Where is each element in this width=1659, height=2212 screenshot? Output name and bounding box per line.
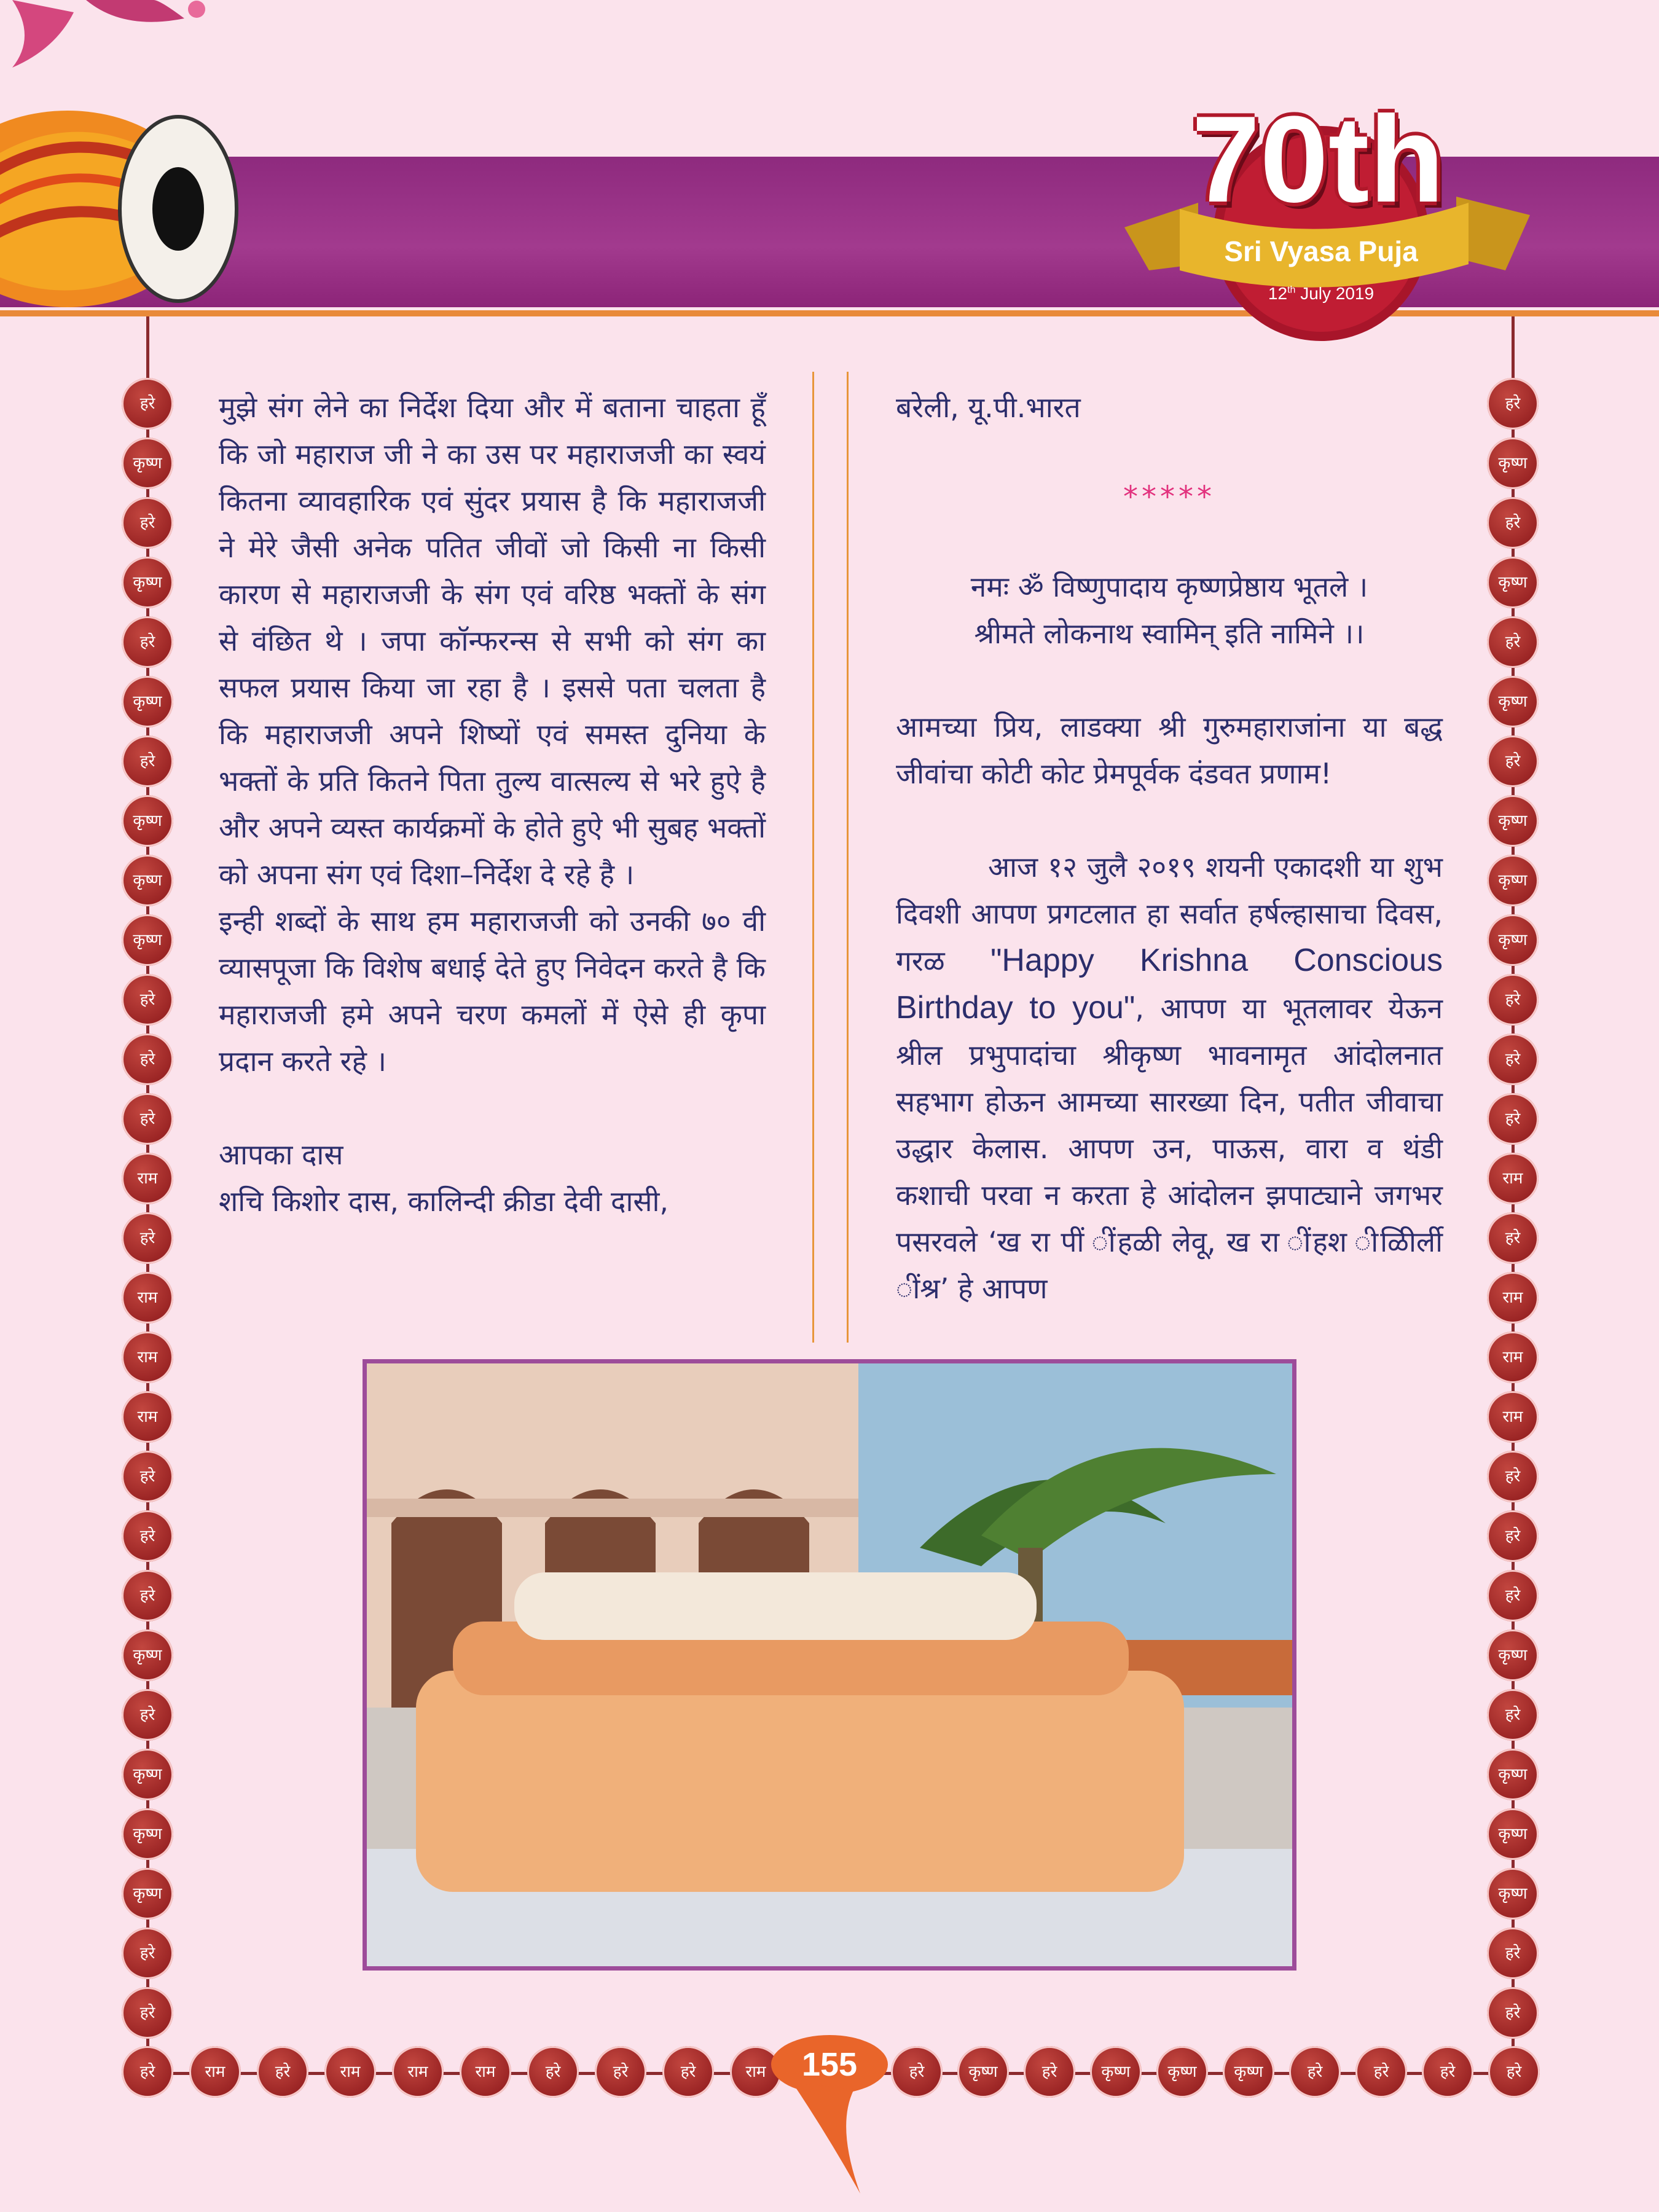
- bead-left: हरे: [122, 1987, 173, 2039]
- bead-right: कृष्ण: [1487, 437, 1539, 489]
- bead-left: हरे: [122, 735, 173, 787]
- bead-bottom: हरे: [1289, 2046, 1341, 2098]
- bead-bottom: कृष्ण: [957, 2046, 1009, 2098]
- bead-left: कृष्ण: [122, 1749, 173, 1800]
- bead-right: हरे: [1487, 1510, 1539, 1562]
- bead-right: हरे: [1487, 1093, 1539, 1145]
- closing-text: आपका दास: [219, 1138, 343, 1171]
- bead-left: कृष्ण: [122, 855, 173, 906]
- bead-right: हरे: [1487, 1689, 1539, 1741]
- column-divider-left: [812, 372, 814, 1343]
- bead-bottom: कृष्ण: [1090, 2046, 1142, 2098]
- bead-right: हरे: [1487, 1033, 1539, 1085]
- bead-left: कृष्ण: [122, 795, 173, 847]
- bead-left: कृष्ण: [122, 676, 173, 728]
- bead-left: कृष्ण: [122, 1868, 173, 1920]
- group-photo: [363, 1359, 1296, 1971]
- bead-right: हरे: [1487, 1987, 1539, 2039]
- bead-bottom: हरे: [1355, 2046, 1407, 2098]
- signature-text: शचि किशोर दास, कालिन्दी क्रीडा देवी दासी,: [219, 1185, 669, 1218]
- bead-right: कृष्ण: [1487, 676, 1539, 728]
- bead-left: राम: [122, 1153, 173, 1204]
- bead-bottom: कृष्ण: [1223, 2046, 1274, 2098]
- bead-right: हरे: [1487, 1570, 1539, 1622]
- bead-left: हरे: [122, 378, 173, 429]
- bead-right: कृष्ण: [1487, 1630, 1539, 1681]
- bead-bottom: हरे: [662, 2046, 714, 2098]
- anniversary-number: 70th: [1191, 91, 1445, 228]
- bead-right: हरे: [1487, 1928, 1539, 1979]
- bead-right: राम: [1487, 1153, 1539, 1204]
- bead-bottom: राम: [392, 2046, 444, 2098]
- left-paragraph-1: मुझे संग लेने का निर्देश दिया और में बताना चाहता हूँ कि जो महाराज जी ने का उस पर महाराजजी का स्वयं कितना व्यावहारिक एवं सुंदर प्रयास है कि महाराजजी ने मेरे जैसी अनेक पतित जीवों जो किसी ना किसी कारण से महाराजजी के संग एवं वरिष्ठ भक्तों के संग से वंछित थे । जपा कॉन्फरन्स से सभी को संग का सफल प्रयास किया जा रहा है । इससे पता चलता है कि महाराजजी अपने शिष्यों एवं समस्त दुनिया के भक्तों के प्रति कितने पिता तुल्य वात्सल्य से भरे हुऐ है और अपने व्यस्त कार्यक्रमों के होते हुऐ भी सुबह भक्तों को अपना संग एवं दिशा–निर्देश दे रहे है ।: [219, 391, 766, 891]
- bead-left: कृष्ण: [122, 914, 173, 966]
- birthday-english-text: "Happy Krishna Conscious Birthday to you": [896, 943, 1443, 1026]
- bead-left: हरे: [122, 1033, 173, 1085]
- bead-right: राम: [1487, 1332, 1539, 1383]
- bead-left: राम: [122, 1391, 173, 1443]
- bead-right: हरे: [1487, 1451, 1539, 1502]
- left-column: [219, 384, 766, 1225]
- left-paragraph-2: इन्ही शब्दों के साथ हम महाराजजी को उनकी ७० वी व्यासपूजा कि विशेष बधाई देते हुए निवेदन करते है कि महाराजजी हमे अपने चरण कमलों में ऐसे ही कृपा प्रदान करते रहे ।: [219, 904, 766, 1078]
- bead-bottom: हरे: [527, 2046, 579, 2098]
- bead-bottom: हरे: [1488, 2046, 1540, 2098]
- bead-bottom: कृष्ण: [1156, 2046, 1208, 2098]
- bead-left: कृष्ण: [122, 1808, 173, 1860]
- verse-line-2: श्रीमते लोकनाथ स्वामिन् इति नामिने ।।: [974, 617, 1365, 650]
- location-text: बरेली, यू.पी.भारत: [896, 391, 1081, 424]
- bead-left: हरे: [122, 497, 173, 549]
- bead-bottom: राम: [460, 2046, 511, 2098]
- bead-right: हरे: [1487, 497, 1539, 549]
- bead-left: हरे: [122, 616, 173, 668]
- bead-right: हरे: [1487, 974, 1539, 1026]
- mridanga-drum-icon: [0, 55, 258, 326]
- bead-left: हरे: [122, 1093, 173, 1145]
- bead-right: कृष्ण: [1487, 1868, 1539, 1920]
- bead-right: कृष्ण: [1487, 795, 1539, 847]
- bead-bottom: हरे: [595, 2046, 646, 2098]
- bead-left: हरे: [122, 1570, 173, 1622]
- badge-title: Sri Vyasa Puja: [1224, 235, 1418, 267]
- bead-bottom: राम: [730, 2046, 782, 2098]
- bead-left: हरे: [122, 1928, 173, 1979]
- bead-right: राम: [1487, 1272, 1539, 1324]
- bead-right: कृष्ण: [1487, 855, 1539, 906]
- bead-left: हरे: [122, 974, 173, 1026]
- bead-left: हरे: [122, 1212, 173, 1264]
- bead-bottom: हरे: [1024, 2046, 1075, 2098]
- bead-left: हरे: [122, 1510, 173, 1562]
- bead-right: कृष्ण: [1487, 1749, 1539, 1800]
- right-column: [896, 384, 1443, 1312]
- column-divider-right: [847, 372, 849, 1343]
- bead-right: हरे: [1487, 378, 1539, 429]
- main-paragraph: आज १२ जुलै २०१९ शयनी एकादशी या शुभ दिवशी आपण प्रगटलात हा सर्वात हर्षल्हासाचा दिवस, गरळ "Happy Krishna Conscious Birthday to you", आपण या भूतलावर येऊन श्रील प्रभुपादांचा श्रीकृष्ण भावनामृत आंदोलनात सहभाग होऊन आमच्या सारख्या दिन, पतीत जीवाचा उद्धार केलास. आपण उन, पाऊस, वारा व थंडी कशाची परवा न करता हे आंदोलन झपाट्याने जगभर पसरवले ‘ख रा पीं ींहळी लेवू, ख रा ींहश ीळिीर्ली ींश्र’ हे आपण: [896, 850, 1443, 1305]
- bead-right: हरे: [1487, 616, 1539, 668]
- bead-left: कृष्ण: [122, 437, 173, 489]
- bead-bottom: हरे: [122, 2046, 173, 2098]
- bead-right: राम: [1487, 1391, 1539, 1443]
- bead-right: कृष्ण: [1487, 1808, 1539, 1860]
- bead-left: कृष्ण: [122, 1630, 173, 1681]
- stars-separator: *****: [1123, 480, 1215, 514]
- verse-line-1: नमः ॐ विष्णुपादाय कृष्णप्रेष्ठाय भूतले ।: [970, 570, 1368, 603]
- badge-date: 12th July 2019: [1268, 284, 1375, 303]
- bead-right: हरे: [1487, 1212, 1539, 1264]
- bead-left: राम: [122, 1272, 173, 1324]
- greeting-text: आमच्या प्रिय, लाडक्या श्री गुरुमहाराजांना या बद्ध जीवांचा कोटी कोट प्रेमपूर्वक दंडवत प्रणाम!: [896, 710, 1443, 790]
- bead-left: कृष्ण: [122, 557, 173, 608]
- bead-left: हरे: [122, 1451, 173, 1502]
- bead-bottom: राम: [324, 2046, 376, 2098]
- bead-bottom: हरे: [257, 2046, 308, 2098]
- bead-right: कृष्ण: [1487, 914, 1539, 966]
- group-photo-illustration: [367, 1363, 1292, 1966]
- bead-left: राम: [122, 1332, 173, 1383]
- bead-bottom: हरे: [891, 2046, 943, 2098]
- bead-right: कृष्ण: [1487, 557, 1539, 608]
- bead-right: हरे: [1487, 735, 1539, 787]
- bead-bottom: राम: [189, 2046, 241, 2098]
- bead-bottom: हरे: [1422, 2046, 1473, 2098]
- page-number: 155: [801, 2046, 858, 2083]
- bead-left: हरे: [122, 1689, 173, 1741]
